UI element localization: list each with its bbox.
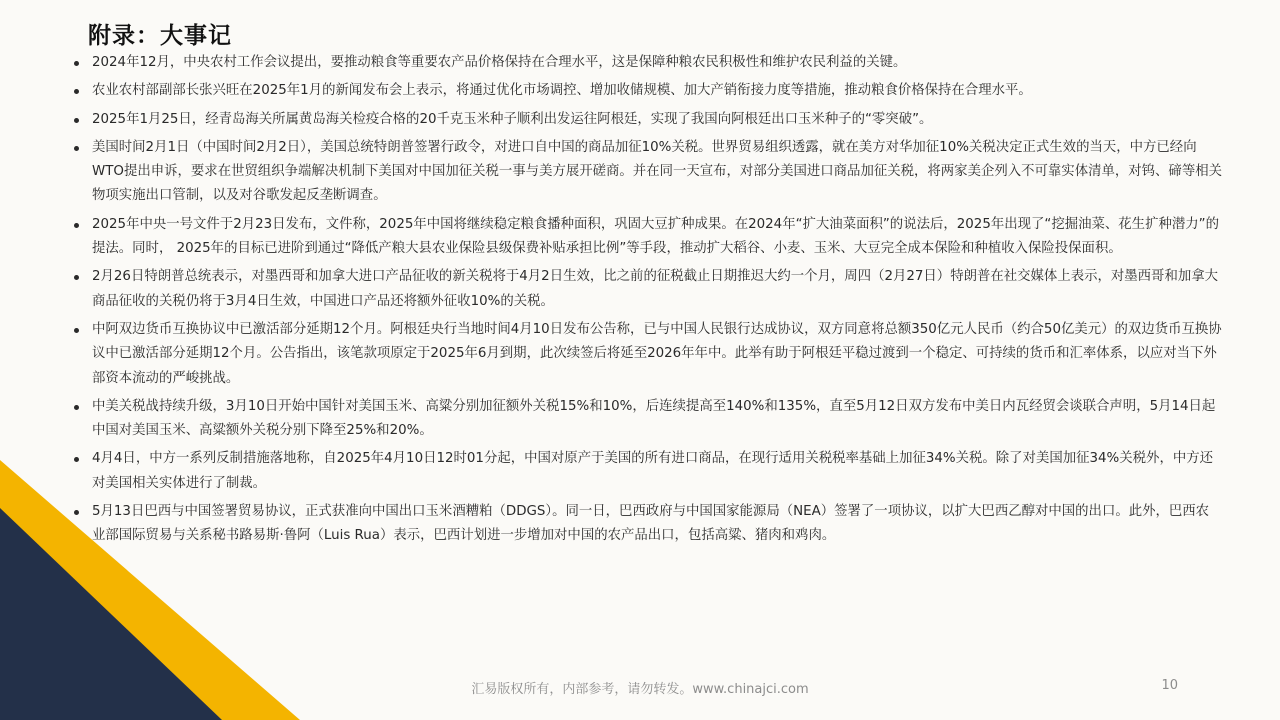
list-item-text: 2月26日特朗普总统表示，对墨西哥和加拿大进口产品征收的新关税将于4月2日生效，比之前的征税截止日期推迟大约一个月，周四（2月27日）特朗普在社交媒体上表示，对墨西哥和加拿大商品征收的关税仍将于3月4日生效，中国进口产品还将额外征收10%的关税。: [92, 269, 1219, 309]
bullet-dot-icon: [74, 405, 79, 410]
bullet-dot-icon: [74, 457, 79, 462]
list-item: [72, 108, 1222, 132]
event-list: [72, 51, 1222, 553]
bullet-dot-icon: [74, 118, 79, 123]
list-item: [72, 213, 1222, 262]
slide-title: 附录：大事记: [88, 23, 232, 49]
list-item-text: 2025年1月25日，经青岛海关所属黄岛海关检疫合格的20千克玉米种子顺利出发运往阿根廷，实现了我国向阿根廷出口玉米种子的“零突破”。: [92, 111, 933, 127]
list-item-text: 中阿双边货币互换协议中已激活部分延期12个月。阿根廷央行当地时间4月10日发布公告称，已与中国人民银行达成协议，双方同意将总额350亿元人民币（约合50亿美元）的双边货币互换协议中已激活部分延期12个月。公告指出，该笔款项原定于2025年6月到期，此次续签后将延至2026年年中。此举有助于阿根廷平稳过渡到一个稳定、可持续的货币和汇率体系，以应对当下外部资本流动的严峻挑战。: [92, 321, 1222, 386]
footer-copyright: 汇易版权所有，内部参考，请勿转发。www.chinajci.com: [471, 682, 809, 697]
bullet-dot-icon: [74, 146, 79, 151]
list-item: [72, 79, 1222, 103]
bullet-dot-icon: [74, 61, 79, 66]
list-item-text: 4月4日，中方一系列反制措施落地称，自2025年4月10日12时01分起，中国对原产于美国的所有进口商品，在现行适用关税税率基础上加征34%关税。除了对美国加征34%关税外，中方还对美国相关实体进行了制裁。: [92, 451, 1214, 491]
list-item: [72, 136, 1222, 209]
bullet-dot-icon: [74, 510, 79, 515]
bullet-dot-icon: [74, 89, 79, 94]
list-item: [72, 447, 1222, 496]
list-item-text: 农业农村部副部长张兴旺在2025年1月的新闻发布会上表示，将通过优化市场调控、增加收储规模、加大产销衔接力度等措施，推动粮食价格保持在合理水平。: [92, 83, 1032, 99]
page-number: 10: [1161, 678, 1178, 693]
list-item: [72, 265, 1222, 314]
list-item-text: 2024年12月，中央农村工作会议提出，要推动粮食等重要农产品价格保持在合理水平，这是保障种粮农民积极性和维护农民利益的关键。: [92, 55, 907, 70]
list-item: [72, 318, 1222, 391]
list-item: [72, 500, 1222, 549]
bullet-dot-icon: [74, 223, 79, 228]
list-item-text: 5月13日巴西与中国签署贸易协议，正式获准向中国出口玉米酒糟粕（DDGS）。同一日，巴西政府与中国国家能源局（NEA）签署了一项协议，以扩大巴西乙醇对中国的出口。此外，巴西农业部国际贸易与关系秘书路易斯·鲁阿（Luis Rua）表示，巴西计划进一步增加对中国的农产品出口，包括高粱、猪肉和鸡肉。: [92, 504, 1210, 544]
list-item-text: 2025年中央一号文件于2月23日发布，文件称，2025年中国将继续稳定粮食播种面积，巩固大豆扩种成果。在2024年“扩大油菜面积”的说法后，2025年出现了“挖掘油菜、花生扩种潜力”的提法。同时， 2025年的目标已进阶到通过“降低产粮大县农业保险县级保费补贴承担比例”等手段，推动扩大稻谷、小麦、玉米、大豆完全成本保险和种植收入保险投保面积。: [92, 216, 1219, 257]
list-item: [72, 51, 1222, 75]
bullet-dot-icon: [74, 275, 79, 280]
bullet-dot-icon: [74, 328, 79, 333]
list-item-text: 中美关税战持续升级，3月10日开始中国针对美国玉米、高粱分别加征额外关税15%和10%，后连续提高至140%和135%，直至5月12日双方发布中美日内瓦经贸会谈联合声明，5月14日起中国对美国玉米、高粱额外关税分别下降至25%和20%。: [92, 398, 1216, 439]
list-item: [72, 395, 1222, 444]
list-item-text: 美国时间2月1日（中国时间2月2日），美国总统特朗普签署行政令，对进口自中国的商品加征10%关税。世界贸易组织透露，就在美方对华加征10%关税决定正式生效的当天，中方已经向WTO提出申诉，要求在世贸组织争端解决机制下美国对中国加征关税一事与美方展开磋商。并在同一天宣布，对部分美国进口商品加征关税，将两家美企列入不可靠实体清单，对钨、碲等相关物项实施出口管制，以及对谷歌发起反垄断调查。: [92, 139, 1222, 204]
